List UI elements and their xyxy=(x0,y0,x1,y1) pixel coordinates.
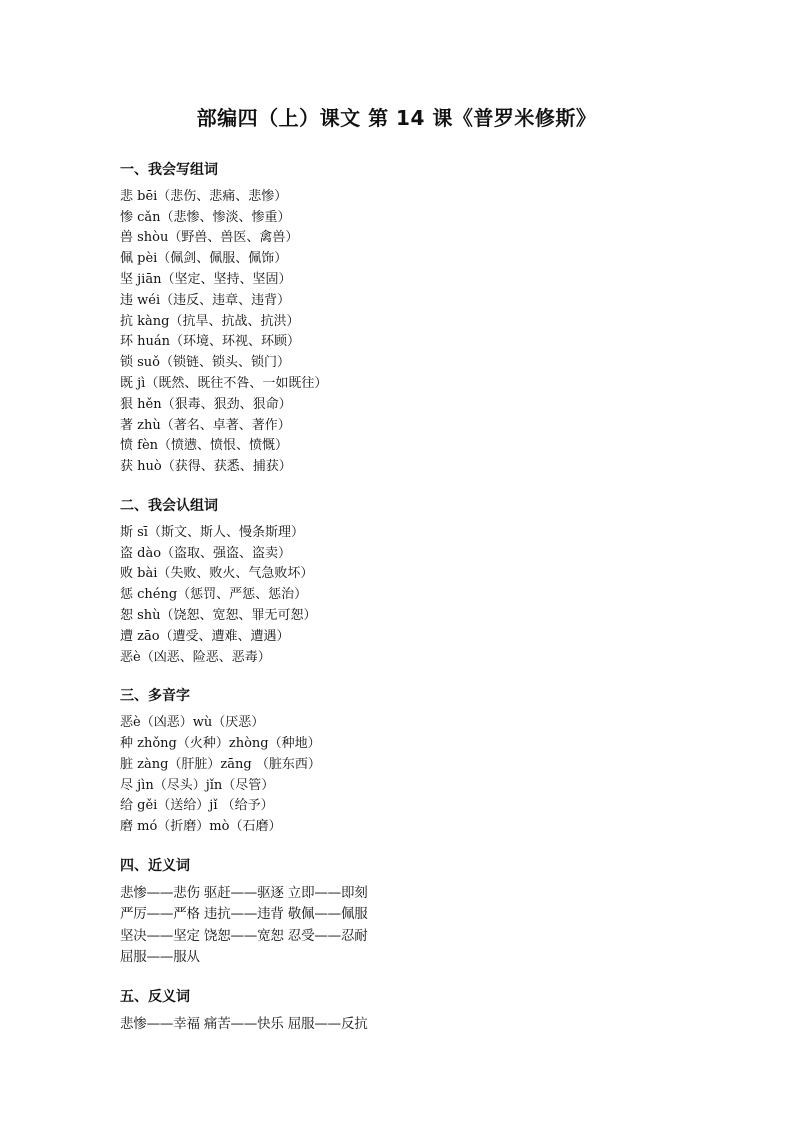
section-synonyms xyxy=(120,856,760,969)
word-entry: 惨 cǎn（悲惨、惨淡、惨重） xyxy=(120,209,291,225)
synonym-line: 坚决——坚定 饶恕——宽恕 忍受——忍耐 xyxy=(120,927,368,944)
polyphone-entry: 脏 zàng（肝脏）zāng （脏东西） xyxy=(120,756,321,772)
section-heading: 五、反义词 xyxy=(120,988,190,1005)
word-entry: 锁 suǒ（锁链、锁头、锁门） xyxy=(120,355,291,371)
polyphone-entry: 尽 jìn（尽头）jǐn（尽管） xyxy=(120,777,275,793)
section-heading: 三、多音字 xyxy=(120,688,190,705)
section-polyphones xyxy=(120,686,760,838)
document-body xyxy=(120,160,760,1053)
page-title: 部编四（上）课文 第 14 课《普罗米修斯》 xyxy=(196,106,597,130)
word-entry: 恕 shù（饶恕、宽恕、罪无可恕） xyxy=(120,607,317,623)
section-antonyms xyxy=(120,987,760,1035)
word-entry: 遭 zāo（遭受、遭难、遭遇） xyxy=(120,628,290,644)
section-heading: 四、近义词 xyxy=(120,857,190,874)
synonym-line: 屈服——服从 xyxy=(120,949,200,966)
synonym-line: 悲惨——悲伤 驱赶——驱逐 立即——即刻 xyxy=(120,884,368,901)
polyphone-entry: 磨 mó（折磨）mò（石磨） xyxy=(120,819,282,835)
word-entry: 抗 kàng（抗旱、抗战、抗洪） xyxy=(120,313,300,329)
word-entry: 恶è（凶恶、险恶、恶毒） xyxy=(120,649,271,665)
polyphone-entry: 恶è（凶恶）wù（厌恶） xyxy=(120,715,265,731)
word-entry: 佩 pèi（佩剑、佩服、佩饰） xyxy=(120,251,288,267)
polyphone-entry: 种 zhǒng（火种）zhòng（种地） xyxy=(120,735,321,751)
word-entry: 愤 fèn（愤懑、愤恨、愤慨） xyxy=(120,438,289,454)
section-write-words xyxy=(120,160,760,478)
word-entry: 违 wéi（违反、违章、违背） xyxy=(120,292,291,308)
word-entry: 既 jì（既然、既往不咎、一如既往） xyxy=(120,375,328,391)
section-heading: 一、我会写组词 xyxy=(120,162,218,178)
word-entry: 败 bài（失败、败火、气急败坏） xyxy=(120,566,314,582)
word-entry: 斯 sī（斯文、斯人、慢条斯理） xyxy=(120,524,304,540)
word-entry: 狠 hěn（狠毒、狠劲、狠命） xyxy=(120,396,292,412)
synonym-line: 严厉——严格 违抗——违背 敬佩——佩服 xyxy=(120,906,368,923)
word-entry: 获 huò（获得、获悉、捕获） xyxy=(120,459,292,475)
word-entry: 悲 bēi（悲伤、悲痛、悲惨） xyxy=(120,188,288,204)
word-entry: 著 zhù（著名、卓著、著作） xyxy=(120,417,291,433)
word-entry: 坚 jiān（坚定、坚持、坚固） xyxy=(120,271,292,287)
word-entry: 盗 dào（盗取、强盗、盗卖） xyxy=(120,545,292,561)
word-entry: 惩 chéng（惩罚、严惩、惩治） xyxy=(120,587,308,603)
word-entry: 环 huán（环境、环视、环顾） xyxy=(120,334,301,350)
section-heading: 二、我会认组词 xyxy=(120,497,218,514)
section-recognize-words xyxy=(120,496,760,668)
word-entry: 兽 shòu（野兽、兽医、禽兽） xyxy=(120,230,299,246)
antonym-line: 悲惨——幸福 痛苦——快乐 屈服——反抗 xyxy=(120,1015,368,1032)
polyphone-entry: 给 gěi（送给）jǐ （给予） xyxy=(120,798,274,814)
